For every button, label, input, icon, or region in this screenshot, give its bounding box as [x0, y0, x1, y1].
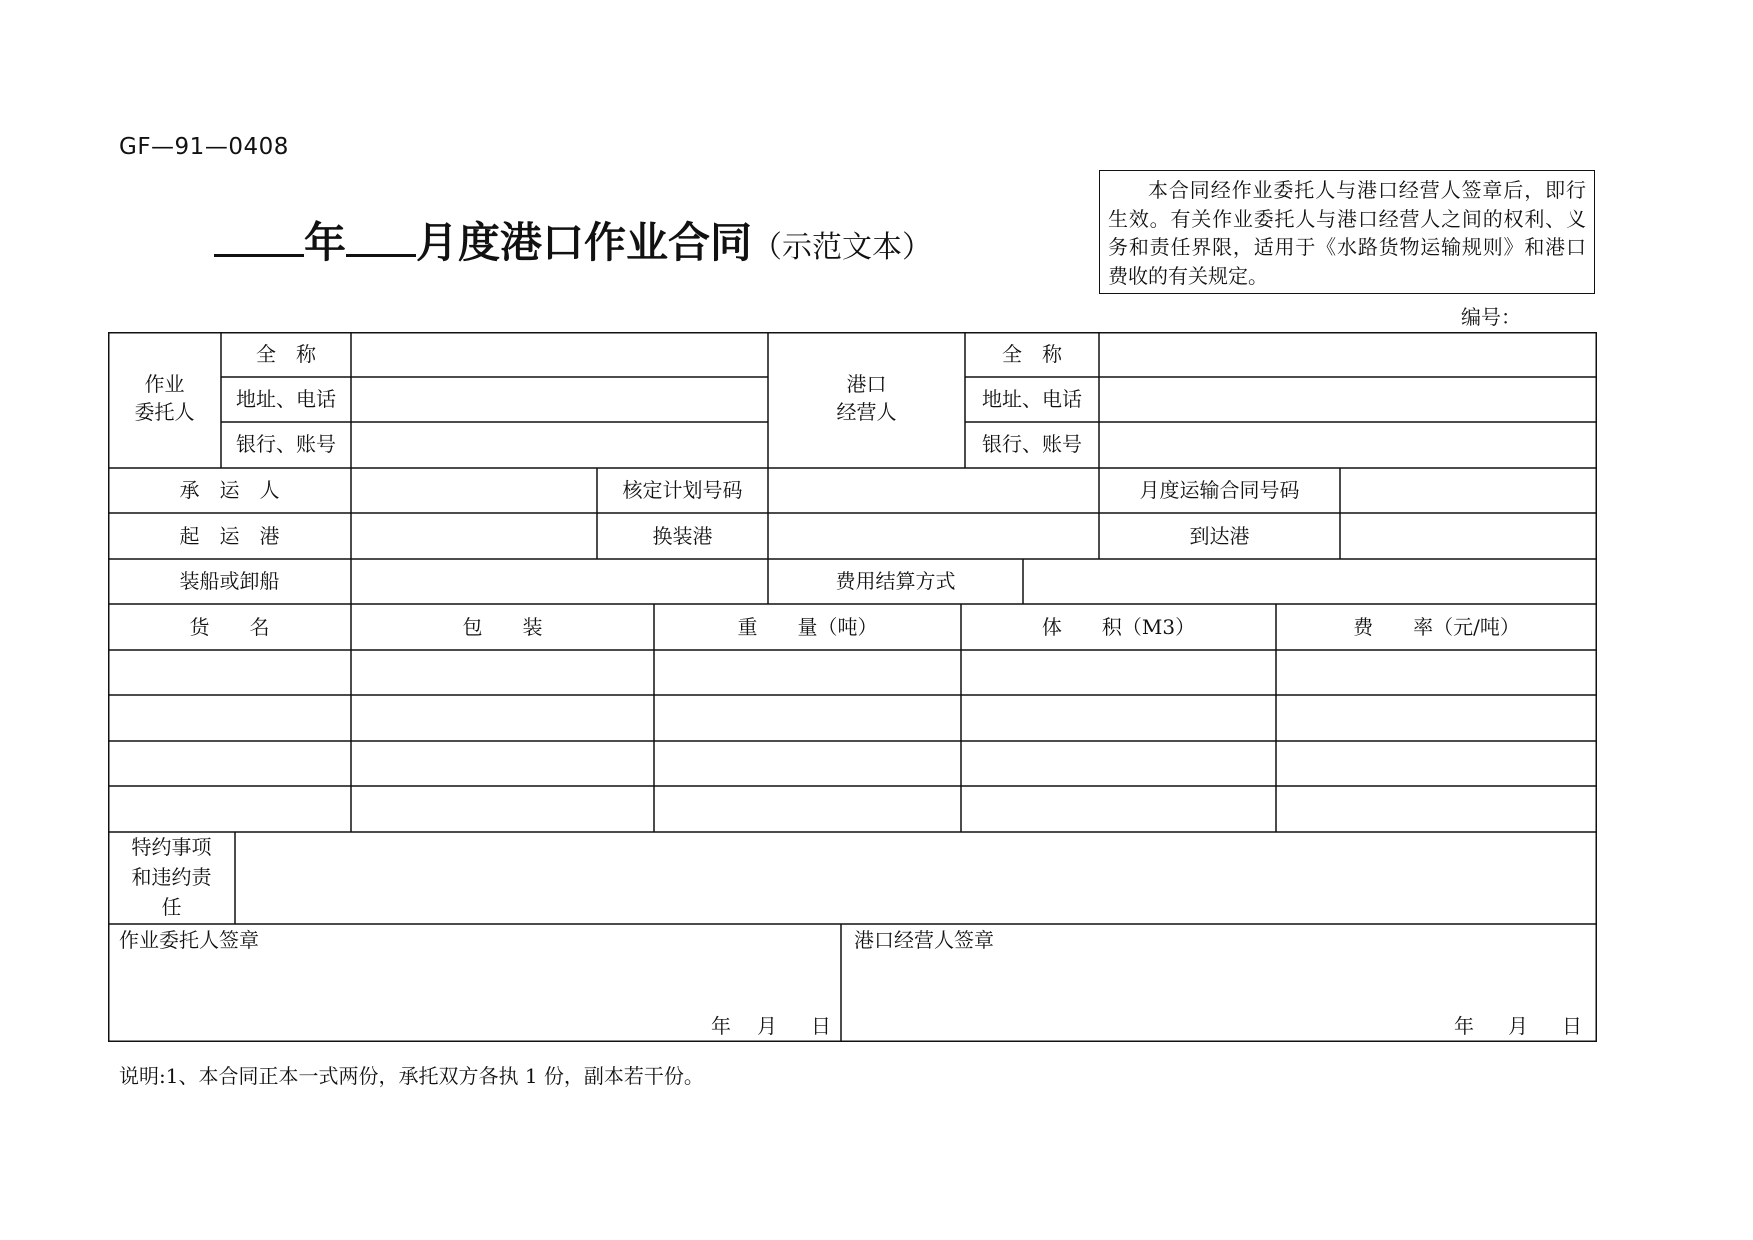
plan-number-label: 核定计划号码 [622, 478, 743, 502]
weight-header: 重 量（吨） [737, 615, 878, 639]
client-full-name-label: 全 称 [256, 342, 316, 366]
client-address-phone-label: 地址、电话 [236, 387, 336, 411]
client-signature-date: 年 月 日 [711, 1014, 831, 1038]
serial-number-label: 编号： [1461, 305, 1521, 329]
packaging-header: 包 装 [462, 615, 543, 639]
operator-signature-date: 年 月 日 [1454, 1014, 1582, 1038]
title-subtitle: （示范文本） [752, 230, 933, 265]
client-signature-label: 作业委托人签章 [119, 928, 259, 952]
operator-group-label: 港口 经营人 [836, 372, 897, 424]
footer-note: 说明:1、本合同正本一式两份，承托双方各执 1 份，副本若干份。 [119, 1064, 704, 1088]
client-bank-account-label: 银行、账号 [236, 432, 336, 456]
origin-port-label: 起 运 港 [179, 524, 280, 548]
volume-header: 体 积（M3） [1041, 615, 1196, 639]
validity-notice: 本合同经作业委托人与港口经营人签章后，即行生效。有关作业委托人与港口经营人之间的权利、义务和责任界限，适用于《水路货物运输规则》和港口费收的有关规定。 [1099, 170, 1595, 294]
contract-form [108, 332, 1597, 1042]
operator-full-name-label: 全 称 [1002, 342, 1062, 366]
month-blank[interactable] [346, 220, 416, 257]
operator-address-phone-label: 地址、电话 [982, 387, 1082, 411]
transfer-port-label: 换装港 [652, 524, 713, 548]
year-suffix: 年 [304, 218, 347, 267]
operator-bank-account-label: 银行、账号 [982, 432, 1082, 456]
settlement-method-label: 费用结算方式 [835, 569, 956, 593]
operator-signature-label: 港口经营人签章 [854, 928, 994, 952]
year-blank[interactable] [214, 220, 304, 257]
destination-port-label: 到达港 [1189, 524, 1250, 548]
cargo-name-header: 货 名 [189, 615, 270, 639]
carrier-label: 承 运 人 [179, 478, 280, 502]
title-text: 月度港口作业合同 [416, 218, 753, 267]
client-group-label: 作业 委托人 [134, 372, 195, 424]
monthly-contract-number-label: 月度运输合同号码 [1139, 478, 1300, 502]
special-terms-label: 特约事项 和违约责 任 [131, 835, 212, 919]
document-code: GF—91—0408 [119, 134, 289, 160]
load-unload-label: 装船或卸船 [179, 569, 280, 593]
rate-header: 费 率（元/吨） [1353, 615, 1520, 639]
contract-title [214, 210, 932, 270]
